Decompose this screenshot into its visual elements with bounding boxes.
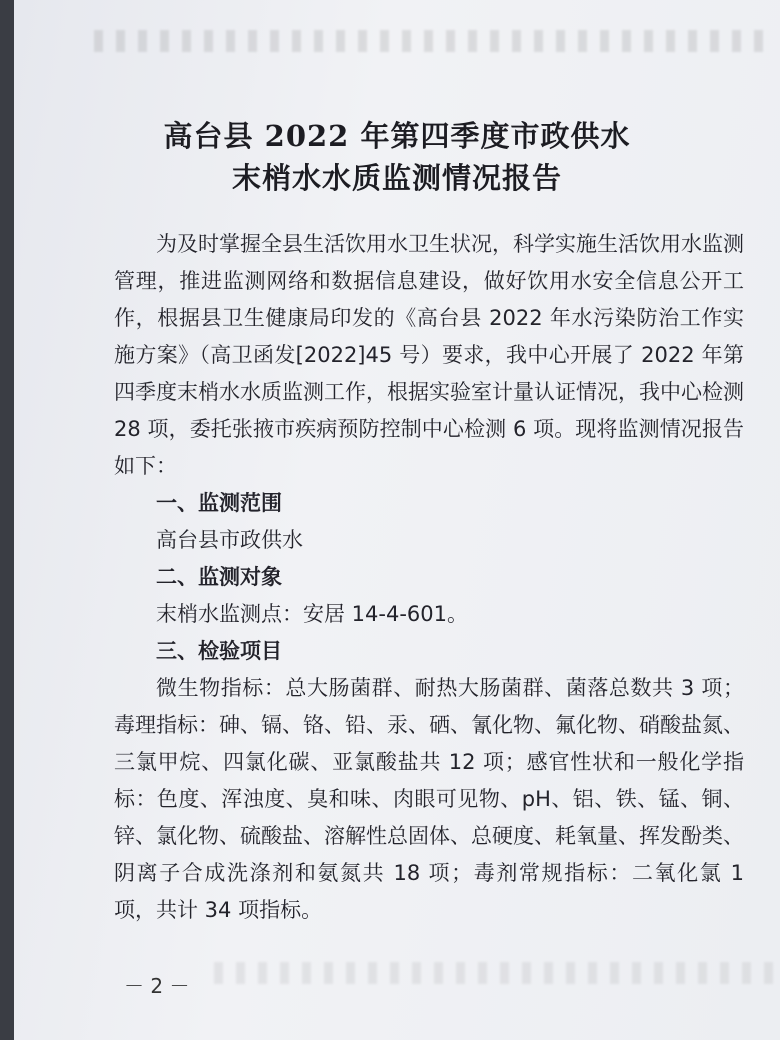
section-3-heading: 三、检验项目 xyxy=(156,639,282,663)
section-1-text: 高台县市政供水 xyxy=(156,528,303,552)
report-title-line-1: 高台县 2022 年第四季度市政供水 xyxy=(163,119,631,153)
report-body xyxy=(114,226,744,929)
report-title-line-2: 末梢水水质监测情况报告 xyxy=(231,161,562,195)
page-number: － 2 － xyxy=(124,974,190,998)
bleed-through-text-bottom xyxy=(214,962,774,984)
document-page xyxy=(14,0,780,1040)
section-2-text: 末梢水监测点：安居 14-4-601。 xyxy=(156,602,468,626)
section-1-heading: 一、监测范围 xyxy=(156,491,282,515)
intro-paragraph: 为及时掌握全县生活饮用水卫生状况，科学实施生活饮用水监测管理，推进监测网络和数据信息建设，做好饮用水安全信息公开工作，根据县卫生健康局印发的《高台县 2022 年水污染防治工作实施方案》（高卫函发[2022]45 号）要求，我中心开展了 2022 年第四季度末梢水水质监测工作，根据实验室计量认证情况，我中心检测 28 项，委托张掖市疾病预防控制中心检测 6 项。现将监测情况报告如下： xyxy=(114,232,744,478)
section-3-text: 微生物指标：总大肠菌群、耐热大肠菌群、菌落总数共 3 项；毒理指标：砷、镉、铬、铅、汞、硒、氰化物、氟化物、硝酸盐氮、三氯甲烷、四氯化碳、亚氯酸盐共 12 项；感官性状和一般化学指标：色度、浑浊度、臭和味、肉眼可见物、pH、铝、铁、锰、铜、锌、氯化物、硫酸盐、溶解性总固体、总硬度、耗氧量、挥发酚类、阴离子合成洗涤剂和氨氮共 18 项；毒剂常规指标：二氧化氯 1 项，共计 34 项指标。 xyxy=(114,676,744,922)
section-2-heading: 二、监测对象 xyxy=(156,565,282,589)
bleed-through-text xyxy=(94,30,774,52)
